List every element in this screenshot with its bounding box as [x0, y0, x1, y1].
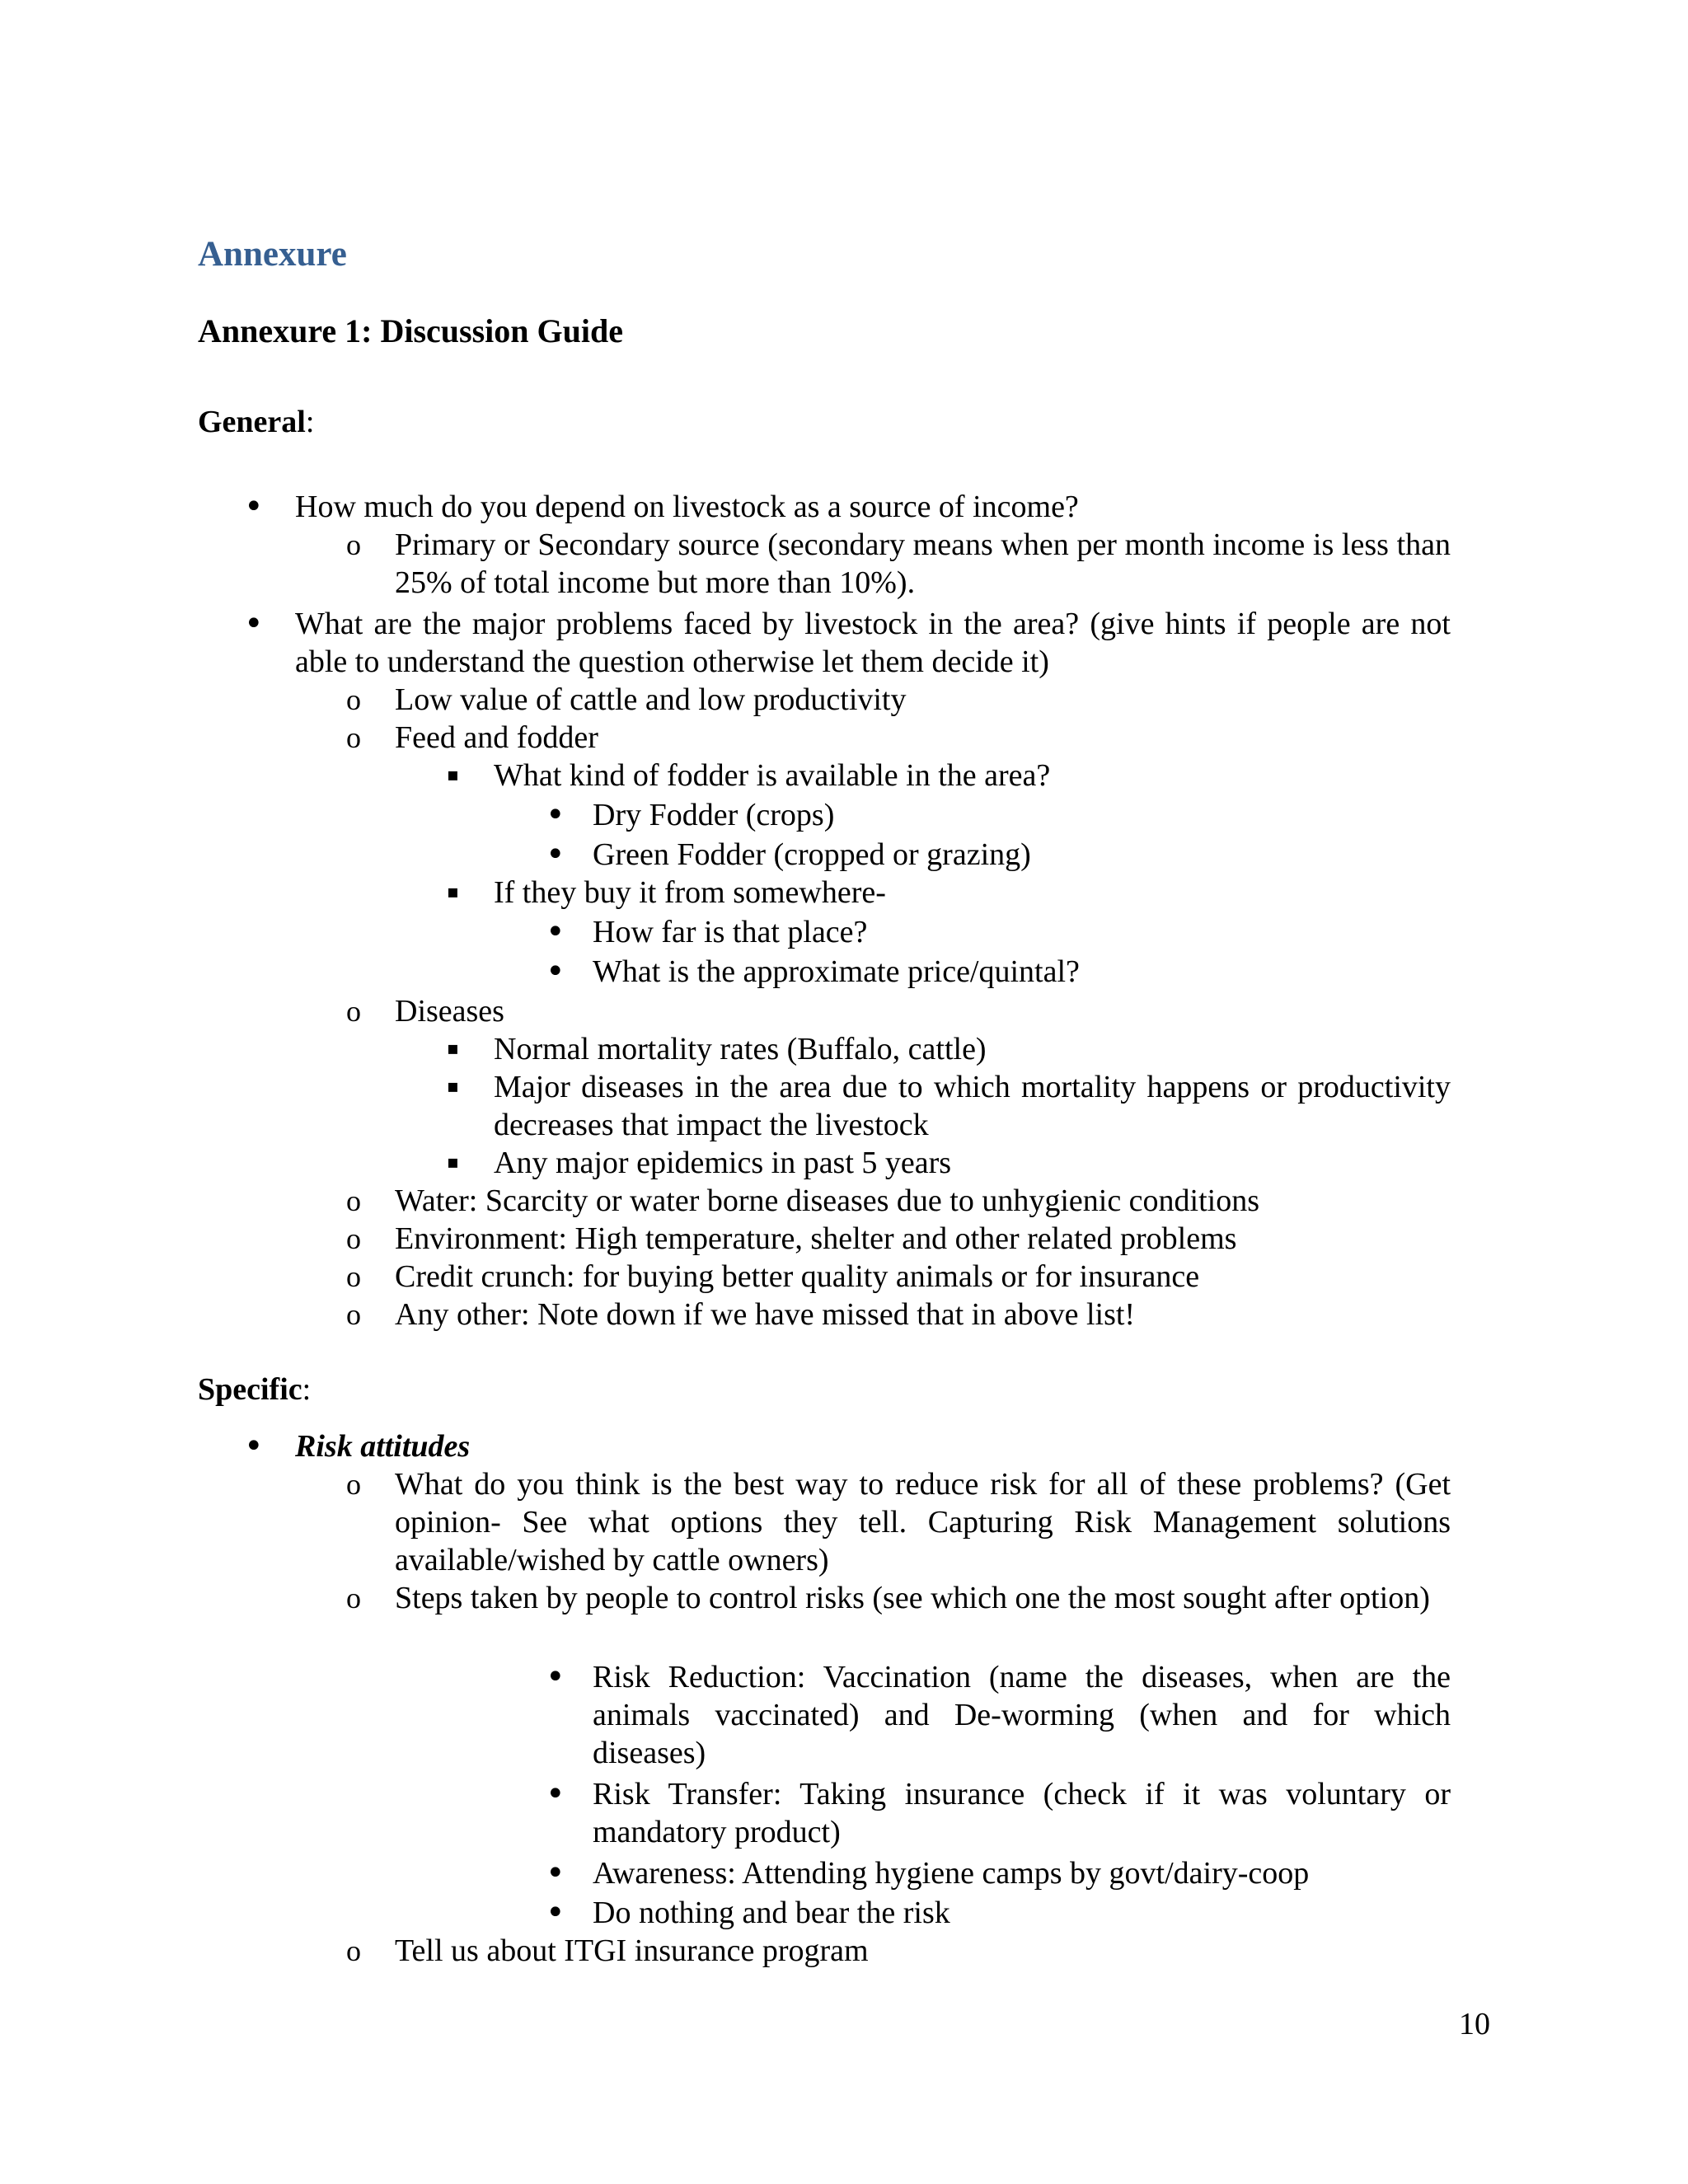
- item-itgi-program: Tell us about ITGI insurance program: [395, 1933, 869, 1968]
- item-income-source: Primary or Secondary source (secondary means when per month income is less than 25% of total income but more than 10%).: [395, 527, 1451, 600]
- item-dry-fodder: Dry Fodder (crops): [593, 798, 835, 832]
- item-price-quintal: What is the approximate price/quintal?: [593, 954, 1080, 989]
- item-do-nothing: Do nothing and bear the risk: [593, 1896, 950, 1930]
- item-epidemics: Any major epidemics in past 5 years: [494, 1146, 952, 1180]
- item-green-fodder: Green Fodder (cropped or grazing): [593, 837, 1031, 872]
- item-low-value: Low value of cattle and low productivity: [395, 682, 907, 717]
- item-major-diseases: Major diseases in the area due to which mortality happens or productivity decreases that impact the livestock: [494, 1070, 1451, 1142]
- item-awareness: Awareness: Attending hygiene camps by govt/dairy-coop: [593, 1856, 1310, 1891]
- item-steps-taken: Steps taken by people to control risks (see which one the most sought after option): [395, 1581, 1430, 1615]
- circle-bullet-icon: o: [346, 1222, 361, 1255]
- bullet-icon: •: [546, 913, 565, 951]
- question-major-problems: What are the major problems faced by livestock in the area? (give hints if people are not able to understand the question otherwise let them decide it): [295, 607, 1451, 679]
- square-bullet-icon: ▪: [447, 1076, 459, 1097]
- item-mortality-rates: Normal mortality rates (Buffalo, cattle): [494, 1032, 987, 1066]
- circle-bullet-icon: o: [346, 1298, 361, 1331]
- circle-bullet-icon: o: [346, 1934, 361, 1967]
- item-reduce-risk: What do you think is the best way to reduce risk for all of these problems? (Get opinion- See what options they tell. Capturing Risk Management solutions available/wished by cattle owners): [395, 1467, 1451, 1577]
- specific-label-text: Specific: [198, 1372, 302, 1407]
- circle-bullet-icon: o: [346, 995, 361, 1028]
- circle-bullet-icon: o: [346, 1184, 361, 1217]
- circle-bullet-icon: o: [346, 683, 361, 716]
- specific-section-label: [198, 1371, 311, 1408]
- page-heading: Annexure: [198, 235, 347, 274]
- item-any-other: Any other: Note down if we have missed that in above list!: [395, 1297, 1136, 1332]
- square-bullet-icon: ▪: [447, 765, 459, 785]
- bullet-icon: •: [546, 1658, 565, 1696]
- bullet-icon: •: [244, 488, 264, 526]
- risk-attitudes-title: Risk attitudes: [295, 1429, 471, 1464]
- bullet-icon: •: [546, 836, 565, 874]
- bullet-icon: •: [244, 1427, 264, 1465]
- page-number: 10: [1459, 2007, 1490, 2041]
- circle-bullet-icon: o: [346, 1582, 361, 1615]
- circle-bullet-icon: o: [346, 1468, 361, 1501]
- label-colon: :: [302, 1372, 312, 1407]
- general-label-text: General: [198, 405, 306, 439]
- bullet-icon: •: [546, 953, 565, 991]
- item-credit-crunch: Credit crunch: for buying better quality animals or for insurance: [395, 1259, 1200, 1294]
- item-diseases: Diseases: [395, 994, 504, 1029]
- square-bullet-icon: ▪: [447, 882, 459, 902]
- annexure-title: Annexure 1: Discussion Guide: [198, 312, 624, 349]
- question-income-dependence: How much do you depend on livestock as a source of income?: [295, 490, 1079, 524]
- item-risk-reduction: Risk Reduction: Vaccination (name the diseases, when are the animals vaccinated) and De-worming (when and for which diseases): [593, 1660, 1451, 1770]
- circle-bullet-icon: o: [346, 1260, 361, 1293]
- item-buy-fodder: If they buy it from somewhere-: [494, 875, 886, 910]
- circle-bullet-icon: o: [346, 528, 361, 561]
- bullet-icon: •: [546, 1894, 565, 1932]
- bullet-icon: •: [546, 1854, 565, 1892]
- circle-bullet-icon: o: [346, 721, 361, 754]
- item-fodder-kind: What kind of fodder is available in the area?: [494, 758, 1051, 793]
- bullet-icon: •: [546, 1775, 565, 1813]
- square-bullet-icon: ▪: [447, 1038, 459, 1059]
- item-water: Water: Scarcity or water borne diseases due to unhygienic conditions: [395, 1183, 1260, 1218]
- general-section-label: [198, 404, 314, 440]
- item-environment: Environment: High temperature, shelter and other related problems: [395, 1221, 1237, 1256]
- label-colon: :: [305, 405, 315, 439]
- square-bullet-icon: ▪: [447, 1152, 459, 1173]
- item-feed-fodder: Feed and fodder: [395, 720, 598, 755]
- item-risk-transfer: Risk Transfer: Taking insurance (check if it was voluntary or mandatory product): [593, 1777, 1451, 1849]
- bullet-icon: •: [244, 605, 264, 643]
- bullet-icon: •: [546, 796, 565, 834]
- item-how-far: How far is that place?: [593, 915, 868, 949]
